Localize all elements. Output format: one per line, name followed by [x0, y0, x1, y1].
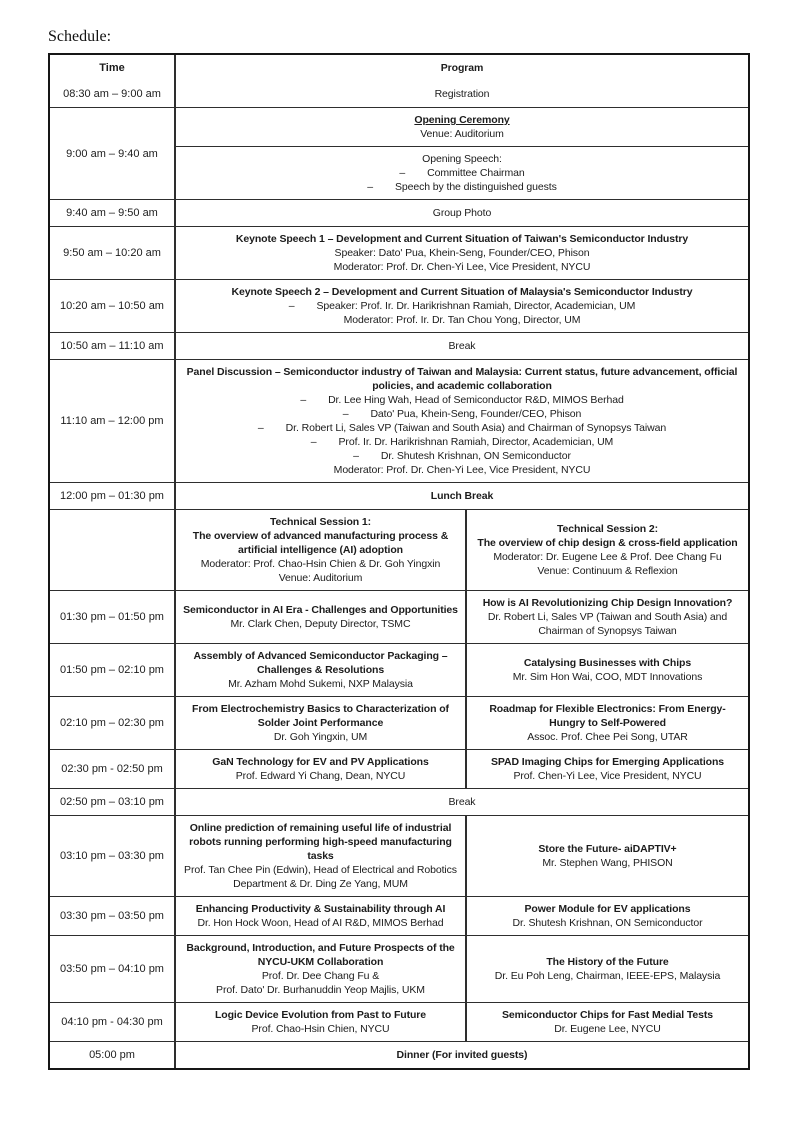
program-line: Moderator: Dr. Eugene Lee & Prof. Dee Chang Fu	[493, 551, 722, 563]
time-cell: 02:30 pm - 02:50 pm	[50, 750, 176, 788]
program-line: Semiconductor in AI Era - Challenges and Opportunities	[183, 604, 458, 616]
time-cell: 08:30 am – 9:00 am	[50, 81, 176, 107]
time-cell: 02:50 pm – 03:10 pm	[50, 789, 176, 815]
time-cell: 10:20 am – 10:50 am	[50, 280, 176, 332]
program-line: Venue: Auditorium	[420, 128, 504, 140]
schedule-row	[50, 643, 748, 696]
time-cell: 01:50 pm – 02:10 pm	[50, 644, 176, 696]
program-cell	[176, 280, 748, 332]
program-line: Dr. Eugene Lee, NYCU	[554, 1023, 661, 1035]
time-cell: 9:00 am – 9:40 am	[50, 108, 176, 199]
time-cell: 9:40 am – 9:50 am	[50, 200, 176, 226]
list-dash: –	[399, 167, 406, 179]
time-cell: 01:30 pm – 01:50 pm	[50, 591, 176, 643]
program-cell	[176, 697, 748, 749]
program-cell	[176, 360, 748, 482]
time-cell: 03:10 pm – 03:30 pm	[50, 816, 176, 896]
program-cell	[176, 816, 748, 896]
program-line: Catalysing Businesses with Chips	[523, 657, 692, 669]
program-line: Dr. Eu Poh Leng, Chairman, IEEE-EPS, Malaysia	[494, 970, 721, 982]
session2-cell	[467, 897, 748, 935]
program-cell	[176, 750, 748, 788]
program-line: Lunch Break	[430, 490, 494, 502]
time-cell: 05:00 pm	[50, 1042, 176, 1068]
list-dash: –	[300, 394, 307, 406]
time-cell: 12:00 pm – 01:30 pm	[50, 483, 176, 509]
program-line: The overview of advanced manufacturing process & artificial intelligence (AI) adoption	[192, 530, 449, 556]
schedule-row	[50, 482, 748, 509]
program-line: Registration	[434, 88, 490, 100]
program-cell	[176, 936, 748, 1002]
program-line: Prof. Dato' Dr. Burhanuddin Yeop Majlis, UKM	[216, 984, 425, 996]
program-cell	[176, 1003, 748, 1041]
program-subcell	[176, 108, 748, 146]
program-line: Mr. Stephen Wang, PHISON	[542, 857, 673, 869]
program-line: Moderator: Prof. Ir. Dr. Tan Chou Yong, Director, UM	[343, 314, 581, 326]
program-line: Venue: Auditorium	[278, 572, 363, 584]
session1-cell	[176, 697, 467, 749]
program-line: – Dato' Pua, Khein-Seng, Founder/CEO, Phison	[342, 408, 582, 420]
program-line: Prof. Tan Chee Pin (Edwin), Head of Electrical and Robotics Department & Dr. Ding Ze Yang, MUM	[184, 864, 457, 890]
schedule-row	[50, 815, 748, 896]
program-line: – Speech by the distinguished guests	[367, 181, 557, 193]
program-line: Store the Future- aiDAPTIV+	[538, 843, 677, 855]
program-line: Break	[448, 796, 476, 808]
time-cell: 04:10 pm - 04:30 pm	[50, 1003, 176, 1041]
time-cell	[50, 510, 176, 590]
program-line: Venue: Continuum & Reflexion	[537, 565, 678, 577]
program-line: – Dr. Lee Hing Wah, Head of Semiconductor R&D, MIMOS Berhad	[300, 394, 624, 406]
session2-cell	[467, 750, 748, 788]
program-cell	[176, 644, 748, 696]
schedule-row	[50, 590, 748, 643]
session2-cell	[467, 510, 748, 590]
session1-cell	[176, 591, 467, 643]
schedule-rows	[50, 81, 748, 1068]
program-line: Break	[448, 340, 476, 352]
program-cell	[176, 333, 748, 359]
program-line: – Speaker: Prof. Ir. Dr. Harikrishnan Ramiah, Director, Academician, UM	[288, 300, 636, 312]
session1-cell	[176, 897, 467, 935]
session1-cell	[176, 750, 467, 788]
schedule-row	[50, 332, 748, 359]
schedule-row	[50, 896, 748, 935]
time-column-header: Time	[50, 55, 176, 81]
program-line: GaN Technology for EV and PV Applications	[212, 756, 429, 768]
program-line: Dr. Goh Yingxin, UM	[273, 731, 368, 743]
program-cell	[176, 789, 748, 815]
time-cell: 10:50 am – 11:10 am	[50, 333, 176, 359]
session1-cell	[176, 936, 467, 1002]
program-line: Mr. Clark Chen, Deputy Director, TSMC	[230, 618, 411, 630]
schedule-row	[50, 509, 748, 590]
program-line: Enhancing Productivity & Sustainability through AI	[195, 903, 446, 915]
schedule-row	[50, 359, 748, 482]
program-cell	[176, 1042, 748, 1068]
program-line: Technical Session 1:	[269, 516, 372, 528]
program-line: Dr. Robert Li, Sales VP (Taiwan and South Asia) and Chairman of Synopsys Taiwan	[487, 611, 728, 637]
program-line: Assoc. Prof. Chee Pei Song, UTAR	[527, 731, 688, 743]
program-line: The overview of chip design & cross-field application	[477, 537, 738, 549]
session2-cell	[467, 644, 748, 696]
program-line: From Electrochemistry Basics to Characterization of Solder Joint Performance	[192, 703, 449, 729]
session2-cell	[467, 1003, 748, 1041]
program-line: Prof. Edward Yi Chang, Dean, NYCU	[235, 770, 406, 782]
schedule-row	[50, 199, 748, 226]
program-cell	[176, 897, 748, 935]
program-line: Group Photo	[432, 207, 492, 219]
schedule-row	[50, 788, 748, 815]
session2-cell	[467, 697, 748, 749]
schedule-row	[50, 749, 748, 788]
program-line: – Dr. Shutesh Krishnan, ON Semiconductor	[353, 450, 571, 462]
program-line: Logic Device Evolution from Past to Future	[214, 1009, 427, 1021]
program-line: The History of the Future	[546, 956, 669, 968]
program-column-header: Program	[440, 62, 484, 74]
program-line: Mr. Azham Mohd Sukemi, NXP Malaysia	[228, 678, 413, 690]
program-cell	[176, 108, 748, 199]
schedule-row	[50, 107, 748, 199]
schedule-table	[48, 53, 750, 1070]
time-cell: 03:50 pm – 04:10 pm	[50, 936, 176, 1002]
program-cell	[176, 591, 748, 643]
list-dash: –	[353, 450, 359, 462]
program-cell	[176, 200, 748, 226]
program-line: How is AI Revolutionizing Chip Design Innovation?	[482, 597, 733, 609]
schedule-row	[50, 1002, 748, 1041]
program-cell	[176, 510, 748, 590]
schedule-row	[50, 696, 748, 749]
schedule-row	[50, 935, 748, 1002]
program-cell	[176, 483, 748, 509]
program-line: Online prediction of remaining useful life of industrial robots running performing high-speed manufacturing tasks	[189, 822, 452, 862]
program-line: Opening Speech:	[422, 153, 502, 165]
program-line: SPAD Imaging Chips for Emerging Applications	[490, 756, 725, 768]
table-header-row	[50, 55, 748, 81]
program-line: Keynote Speech 1 – Development and Current Situation of Taiwan's Semiconductor Industry	[235, 233, 689, 245]
program-line: Technical Session 2:	[556, 523, 659, 535]
program-line: Power Module for EV applications	[524, 903, 691, 915]
schedule-row	[50, 1041, 748, 1068]
program-line: Prof. Dr. Dee Chang Fu &	[261, 970, 380, 982]
time-cell: 11:10 am – 12:00 pm	[50, 360, 176, 482]
session1-cell	[176, 816, 467, 896]
list-dash: –	[288, 300, 295, 312]
session2-cell	[467, 591, 748, 643]
program-subcell	[176, 146, 748, 199]
program-line: Assembly of Advanced Semiconductor Packaging – Challenges & Resolutions	[193, 650, 448, 676]
program-line: Mr. Sim Hon Wai, COO, MDT Innovations	[512, 671, 703, 683]
session1-cell	[176, 644, 467, 696]
list-dash: –	[257, 422, 264, 434]
program-line: – Prof. Ir. Dr. Harikrishnan Ramiah, Director, Academician, UM	[310, 436, 614, 448]
list-dash: –	[310, 436, 317, 448]
session1-cell	[176, 1003, 467, 1041]
program-cell	[176, 227, 748, 279]
program-line: Moderator: Prof. Chao-Hsin Chien & Dr. Goh Yingxin	[200, 558, 441, 570]
list-dash: –	[342, 408, 349, 420]
program-line: Speaker: Dato' Pua, Khein-Seng, Founder/CEO, Phison	[334, 247, 590, 259]
program-line: Moderator: Prof. Dr. Chen-Yi Lee, Vice President, NYCU	[333, 261, 591, 273]
schedule-row	[50, 279, 748, 332]
program-line: Keynote Speech 2 – Development and Current Situation of Malaysia's Semiconductor Industry	[231, 286, 693, 298]
program-line: Opening Ceremony	[414, 114, 510, 126]
list-dash: –	[367, 181, 373, 193]
program-cell	[176, 81, 748, 107]
time-cell: 9:50 am – 10:20 am	[50, 227, 176, 279]
program-line: Dinner (For invited guests)	[396, 1049, 528, 1061]
session2-cell	[467, 936, 748, 1002]
program-line: Panel Discussion – Semiconductor industry of Taiwan and Malaysia: Current status, future advancement, official policies, and academic collaboration	[186, 366, 738, 392]
time-cell: 02:10 pm – 02:30 pm	[50, 697, 176, 749]
program-line: Roadmap for Flexible Electronics: From Energy-Hungry to Self-Powered	[489, 703, 726, 729]
schedule-row	[50, 226, 748, 279]
program-line: Prof. Chen-Yi Lee, Vice President, NYCU	[513, 770, 702, 782]
time-cell: 03:30 pm – 03:50 pm	[50, 897, 176, 935]
program-line: Dr. Hon Hock Woon, Head of AI R&D, MIMOS Berhad	[197, 917, 444, 929]
program-line: Background, Introduction, and Future Prospects of the NYCU-UKM Collaboration	[186, 942, 455, 968]
page-title: Schedule:	[48, 28, 112, 45]
session2-cell	[467, 816, 748, 896]
session1-cell	[176, 510, 467, 590]
program-line: Semiconductor Chips for Fast Medial Tests	[502, 1009, 713, 1021]
program-line: – Committee Chairman	[399, 167, 525, 179]
program-line: Moderator: Prof. Dr. Chen-Yi Lee, Vice President, NYCU	[333, 464, 591, 476]
program-line: Dr. Shutesh Krishnan, ON Semiconductor	[512, 917, 703, 929]
program-line: – Dr. Robert Li, Sales VP (Taiwan and South Asia) and Chairman of Synopsys Taiwan	[257, 422, 667, 434]
program-line: Prof. Chao-Hsin Chien, NYCU	[251, 1023, 390, 1035]
schedule-row	[50, 81, 748, 107]
